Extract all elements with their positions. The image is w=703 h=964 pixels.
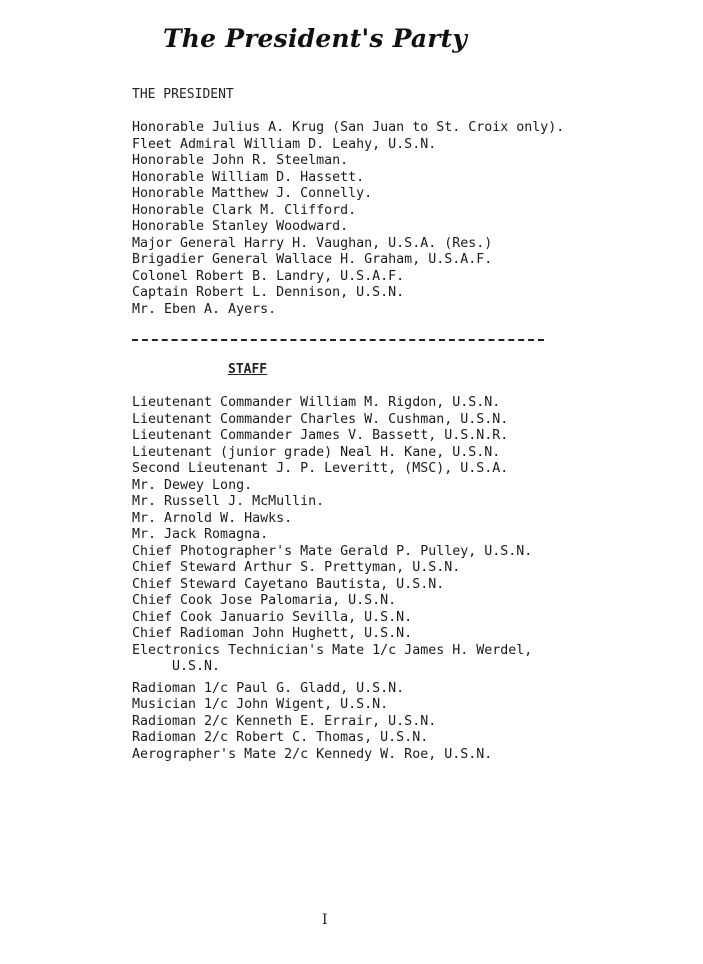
list-item: Lieutenant Commander Charles W. Cushman, U.S.N. [132,411,509,427]
list-item: Radioman 2/c Robert C. Thomas, U.S.N. [132,730,429,745]
list-item: Mr. Arnold W. Hawks. [132,510,293,526]
list-item: Captain Robert L. Dennison, U.S.N. [132,285,405,300]
list-item: Honorable John R. Steelman. [132,153,349,168]
list-item: Lieutenant Commander James V. Bassett, U.S.N.R. [132,428,509,443]
list-item: Chief Steward Cayetano Bautista, U.S.N. [132,576,445,592]
list-item: Honorable Julius A. Krug (San Juan to St. Croix only). [132,120,565,135]
page-title: The President's Party [163,24,468,53]
staff-section-label: STAFF [228,362,268,377]
list-item-wrapped [132,643,532,676]
list-item: Mr. Eben A. Ayers. [132,301,277,317]
list-item-continuation: U.S.N. [172,659,221,674]
president-party-list [132,120,564,318]
list-item: Colonel Robert B. Landry, U.S.A.F. [132,268,405,284]
list-item: Musician 1/c John Wigent, U.S.N. [132,697,389,712]
list-item: Honorable Clark M. Clifford. [132,202,357,218]
list-item: Honorable William D. Hassett. [132,169,365,185]
list-item: Chief Photographer's Mate Gerald P. Pulley, U.S.N. [132,543,533,559]
list-item: Fleet Admiral William D. Leahy, U.S.N. [132,136,437,152]
list-item: Brigadier General Wallace H. Graham, U.S.A.F. [132,252,493,267]
list-item: Mr. Dewey Long. [132,477,253,493]
staff-list [132,395,532,763]
list-item: Lieutenant (junior grade) Neal H. Kane, U.S.N. [132,444,501,460]
dashed-divider [132,339,544,341]
list-item: Chief Cook Jose Palomaria, U.S.N. [132,593,397,608]
list-item: Major General Harry H. Vaughan, U.S.A. (Res.) [132,235,493,251]
president-section-label: THE PRESIDENT [132,87,234,102]
list-item: Honorable Matthew J. Connelly. [132,186,373,201]
page-number: I [322,912,328,928]
list-item: Lieutenant Commander William M. Rigdon, U.S.N. [132,395,501,410]
list-item: Aerographer's Mate 2/c Kennedy W. Roe, U.S.N. [132,746,493,762]
list-item: Second Lieutenant J. P. Leveritt, (MSC), U.S.A. [132,461,509,476]
list-item: Radioman 1/c Paul G. Gladd, U.S.N. [132,680,405,696]
list-item: Chief Radioman John Hughett, U.S.N. [132,626,413,641]
list-item: Radioman 2/c Kenneth E. Errair, U.S.N. [132,713,437,729]
list-item: Chief Cook Januario Sevilla, U.S.N. [132,609,413,625]
list-item: Chief Steward Arthur S. Prettyman, U.S.N. [132,560,461,575]
list-item: Mr. Jack Romagna. [132,527,269,542]
list-item: Mr. Russell J. McMullin. [132,494,325,509]
list-item-line: Electronics Technician's Mate 1/c James H. Werdel, [132,642,533,658]
list-item: Honorable Stanley Woodward. [132,219,349,234]
